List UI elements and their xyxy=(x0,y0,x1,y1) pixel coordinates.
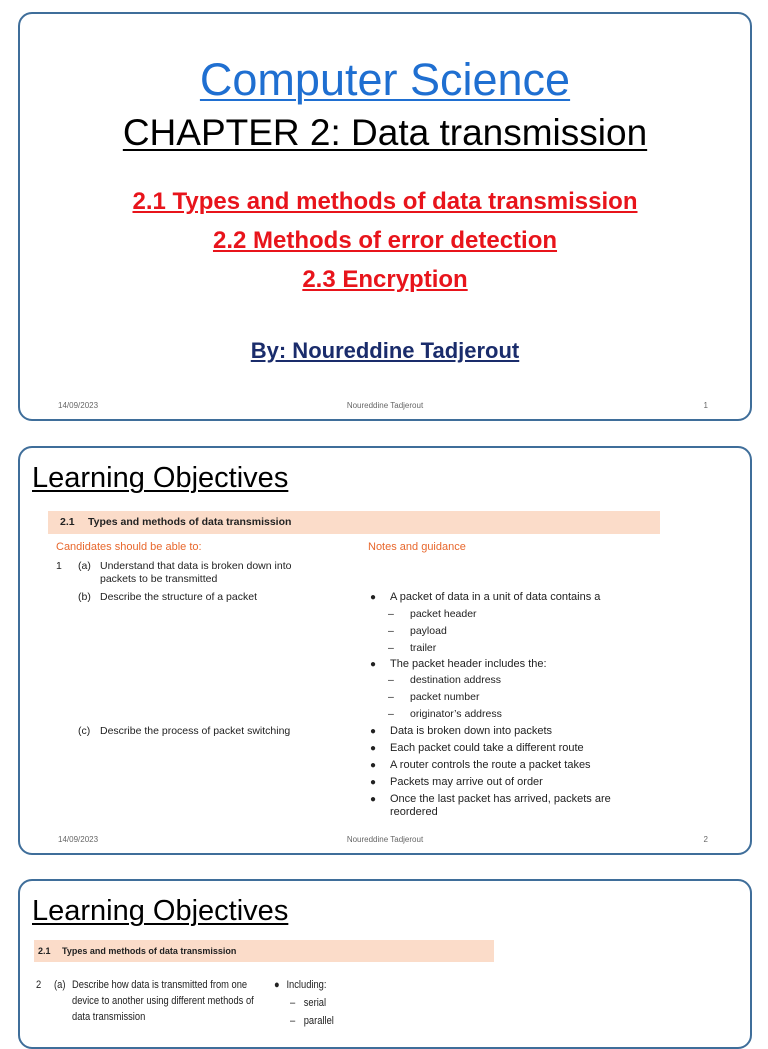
footer-author: Noureddine Tadjerout xyxy=(346,401,424,410)
section-title: Types and methods of data transmission xyxy=(62,946,237,956)
note-bullet: ● Including: xyxy=(274,979,327,991)
objective-letter: (a) xyxy=(78,560,91,572)
objective-text: packets to be transmitted xyxy=(100,573,218,585)
section-number: 2.1 xyxy=(60,516,75,528)
slide-heading: Learning Objectives xyxy=(32,895,289,927)
column-header-candidates: Candidates should be able to: xyxy=(56,541,202,553)
course-title: Computer Science xyxy=(199,54,571,105)
chapter-title: CHAPTER 2: Data transmission xyxy=(122,112,648,153)
topic-item: 2.3 Encryption xyxy=(302,266,468,293)
slide-2 xyxy=(18,446,752,855)
slide-heading: Learning Objectives xyxy=(32,462,289,494)
objective-letter: (a) xyxy=(54,979,66,991)
note-sub-item: – payload xyxy=(388,625,447,637)
section-number: 2.1 xyxy=(38,946,51,956)
item-number: 1 xyxy=(56,560,62,572)
note-bullet: ● A router controls the route a packet takes xyxy=(370,759,591,771)
item-number: 2 xyxy=(36,979,42,991)
note-sub-item: – destination address xyxy=(388,674,502,686)
slide-1 xyxy=(18,12,752,421)
objective-text: data transmission xyxy=(72,1011,146,1023)
slide-footer xyxy=(20,401,750,413)
note-sub-item: – originator’s address xyxy=(388,708,502,720)
note-bullet: ● The packet header includes the: xyxy=(370,658,547,670)
footer-author: Noureddine Tadjerout xyxy=(346,835,424,844)
note-sub-item: – packet header xyxy=(388,608,477,620)
note-sub-item: – packet number xyxy=(388,691,480,703)
section-header xyxy=(34,940,494,962)
note-sub-item: – trailer xyxy=(388,642,437,654)
note-bullet: ● A packet of data in a unit of data contains a xyxy=(370,591,601,603)
objective-letter: (c) xyxy=(78,725,91,737)
slide-footer xyxy=(20,835,750,847)
note-sub-item: – serial xyxy=(290,997,327,1009)
note-bullet: ● Packets may arrive out of order xyxy=(370,776,543,788)
footer-date: 14/09/2023 xyxy=(58,835,99,844)
objective-text: Describe the process of packet switching xyxy=(100,725,291,737)
slide-number: 1 xyxy=(703,401,708,410)
objective-text: Describe how data is transmitted from one xyxy=(72,979,248,991)
objective-letter: (b) xyxy=(78,591,91,603)
objective-text: device to another using different methods of xyxy=(72,995,254,1007)
objective-text: Describe the structure of a packet xyxy=(100,591,257,603)
topic-item: 2.1 Types and methods of data transmission xyxy=(132,188,638,215)
note-bullet: ● Once the last packet has arrived, packets are xyxy=(370,793,611,805)
section-title: Types and methods of data transmission xyxy=(88,516,292,528)
author-byline: By: Noureddine Tadjerout xyxy=(250,338,520,363)
note-bullet-continuation: reordered xyxy=(390,806,438,818)
objective-text: Understand that data is broken down into xyxy=(100,560,292,572)
column-header-notes: Notes and guidance xyxy=(368,541,466,553)
topic-list xyxy=(20,186,750,303)
topic-item: 2.2 Methods of error detection xyxy=(212,227,558,254)
slide-number: 2 xyxy=(703,835,708,844)
note-bullet: ● Each packet could take a different route xyxy=(370,742,584,754)
note-sub-item: – parallel xyxy=(290,1015,334,1027)
note-bullet: ● Data is broken down into packets xyxy=(370,725,553,737)
section-header xyxy=(48,511,660,534)
footer-date: 14/09/2023 xyxy=(58,401,99,410)
